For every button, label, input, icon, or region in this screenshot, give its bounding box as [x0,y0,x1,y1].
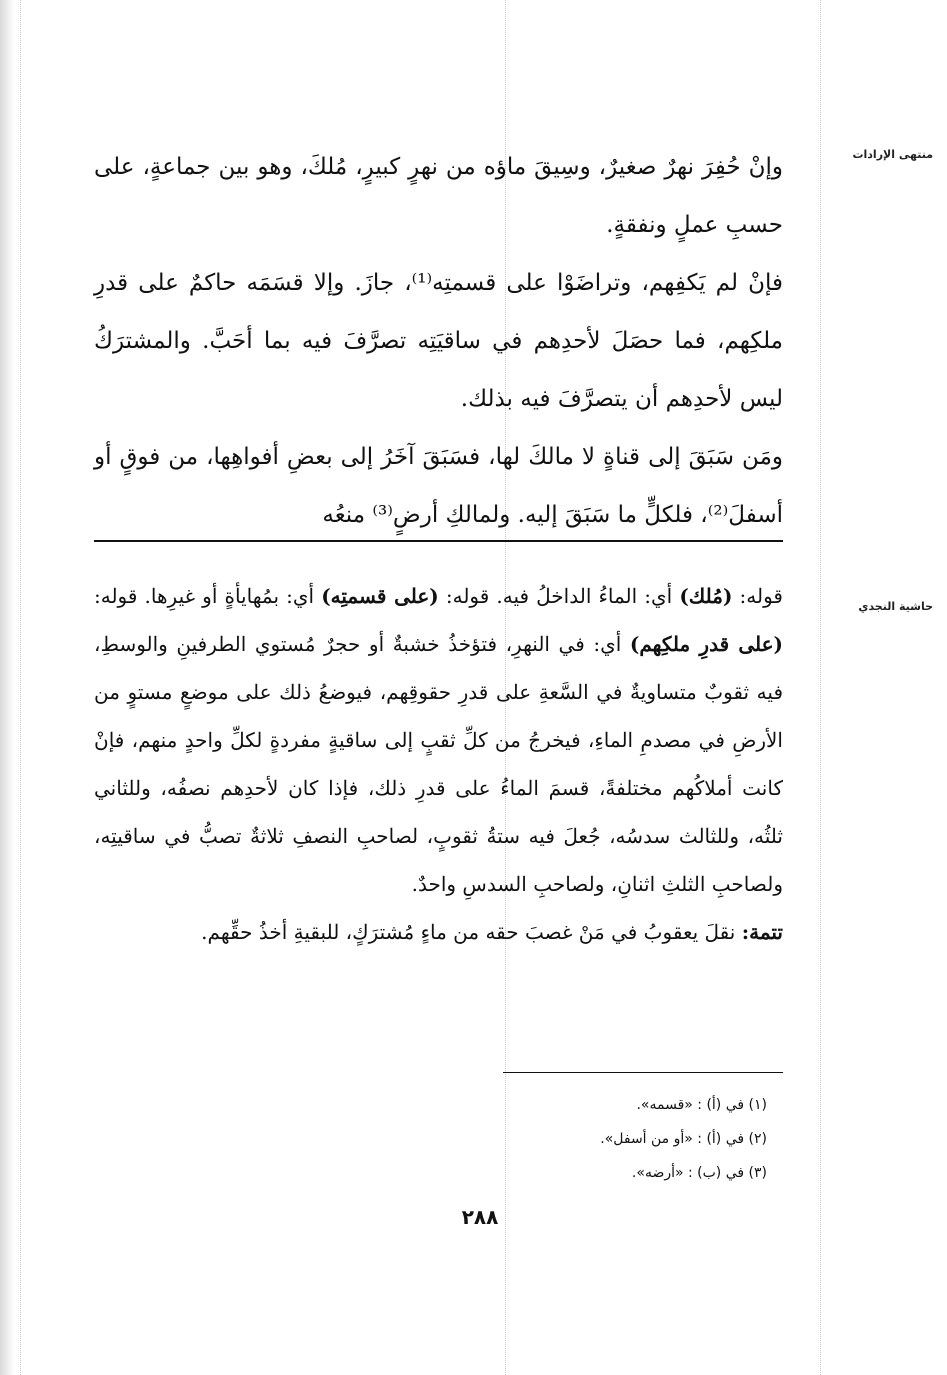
commentary-body: أي: في النهرِ، فتؤخذُ خشبةٌ أو حجرٌ مُستوي الطرفينِ والوسطِ، فيه ثقوبٌ متساويةٌ في السَّعةِ على قدرِ حقوقِهم، فيوضعُ ذلك على موضعٍ مستوٍ من الأرضِ في مصدمِ الماءِ، فيخرجُ من كلِّ ثقبٍ إلى ساقيةٍ مفردةٍ لكلِّ واحدٍ منهم، فإنْ كانت أملاكُهم مختلفةً، قسمَ الماءُ على قدرِ ذلك، فإذا كان لأحدِهم نصفُه، وللثاني ثلثُه، وللثالث سدسُه، جُعلَ فيه ستةُ ثقوبٍ، لصاحبِ النصفِ ثلاثةٌ تصبُّ في ساقيتِه، ولصاحبِ الثلثِ اثنانِ، ولصاحبِ السدسِ واحدٌ. [94,632,783,896]
page-number: ٢٨٨ [461,1205,499,1229]
commentary-term-2: (على قسمتِه) [321,584,439,608]
right-guide-line [820,0,821,1375]
footnote-3: (٣) في (ب) : «أرضه». [631,1165,767,1181]
main-paragraph-1: وإنْ حُفِرَ نهرٌ صغيرٌ، وسِيقَ ماؤه من نهرٍ كبيرٍ، مُلكَ، وهو بين جماعةٍ، على حسبِ عملٍ ونفقةٍ. [94,154,783,238]
main-source-label: منتهى الإرادات [852,148,933,161]
commentary-prefix: قوله: [732,584,783,608]
commentary-term-1: (مُلك) [679,584,733,608]
commentary-source-label: حاشية النجدي [858,600,933,613]
footnote-1: (١) في (أ) : «قسمه». [636,1097,767,1113]
scan-shadow-edge [0,0,14,1375]
footnote-separator [503,1072,783,1073]
tatimma-paragraph [94,908,783,956]
main-paragraph-3: ومَن سَبَقَ إلى قناةٍ لا مالكَ لها، فسَبَقَ آخَرُ إلى بعضِ أفواهِها، من فوقٍ أو أسفلَ⁽²⁾، فلكلٍّ ما سَبَقَ إليه. ولمالكِ أرضٍ⁽³⁾ منعُه [94,444,783,528]
commentary-suffix: أي: بمُهايأةٍ أو غيرِها. قوله: [94,584,322,608]
footnotes [367,1088,767,1190]
text-commentary-separator [94,540,783,542]
main-text-block [94,138,783,544]
tatimma-label: تتمة: [741,920,783,944]
commentary-block [94,572,783,956]
commentary-term-3: (على قدرِ ملكِهم) [629,632,784,656]
commentary-paragraph [94,572,783,908]
tatimma-text: نقلَ يعقوبُ في مَنْ غصبَ حقه من ماءٍ مُشترَكٍ، للبقيةِ أخذُ حقِّهم. [201,920,742,944]
main-paragraph-2: فإنْ لم يَكفِهم، وتراضَوْا على قسمتِه⁽¹⁾، جازَ. وإلا قسَمَه حاكمٌ على قدرِ ملكِهم، فما حصَلَ لأحدِهم في ساقيَتِه تصرَّفَ فيه بما أحَبَّ. والمشترَكُ ليس لأحدِهم أن يتصرَّفَ فيه بذلك. [94,270,783,412]
footnote-2: (٢) في (أ) : «أو من أسفل». [600,1131,767,1147]
commentary-mid: أي: الماءُ الداخلُ فيه. قوله: [438,584,680,608]
margin-guide-line [20,0,21,1375]
